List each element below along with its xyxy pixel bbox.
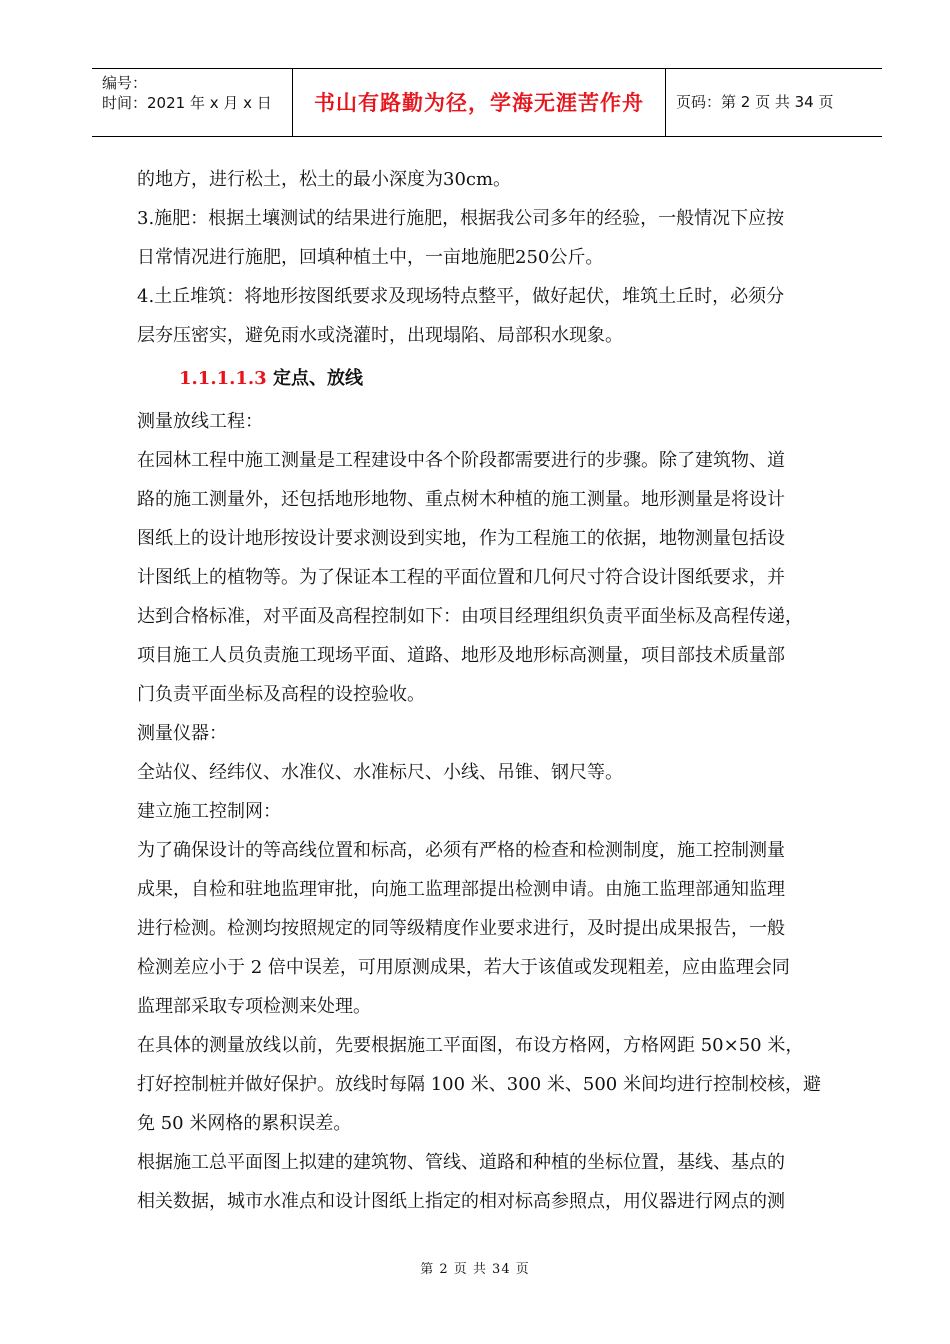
text-line: 图纸上的设计地形按设计要求测设到实地，作为工程施工的依据，地物测量包括设 (137, 528, 785, 549)
text-line: 测量仪器： (137, 723, 227, 744)
paragraph-group-before (137, 160, 837, 355)
text-line: 门负责平面坐标及高程的设控验收。 (137, 684, 425, 705)
header-meta (92, 69, 293, 136)
text-line: 路的施工测量外，还包括地形地物、重点树木种植的施工测量。地形测量是将设计 (137, 489, 785, 510)
text-line: 进行检测。检测均按照规定的同等级精度作业要求进行，及时提出成果报告，一般 (137, 918, 785, 939)
document-body (137, 160, 837, 1221)
header-motto: 书山有路勤为径，学海无涯苦作舟 (293, 69, 666, 136)
text-line: 的地方，进行松土，松土的最小深度为30cm。 (137, 169, 512, 190)
header-page-label: 页码：第 2 页 共 34 页 (676, 93, 834, 111)
page-footer: 第 2 页 共 34 页 (420, 1262, 530, 1277)
section-heading (137, 355, 837, 402)
text-line: 测量放线工程： (137, 411, 263, 432)
text-line: 计图纸上的植物等。为了保证本工程的平面位置和几何尺寸符合设计图纸要求，并 (137, 567, 785, 588)
text-line: 成果，自检和驻地监理审批，向施工监理部提出检测申请。由施工监理部通知监理 (137, 879, 785, 900)
text-line: 为了确保设计的等高线位置和标高，必须有严格的检查和检测制度，施工控制测量 (137, 840, 785, 861)
page-header (92, 68, 882, 137)
section-number: 1.1.1.1.3 (179, 368, 267, 389)
section-title: 定点、放线 (272, 368, 363, 389)
text-line: 3.施肥：根据土壤测试的结果进行施肥，根据我公司多年的经验，一般情况下应按 (137, 208, 785, 229)
text-line: 达到合格标准，对平面及高程控制如下：由项目经理组织负责平面坐标及高程传递， (137, 606, 803, 627)
text-line: 日常情况进行施肥，回填种植土中，一亩地施肥250公斤。 (137, 247, 604, 268)
text-line: 检测差应小于 2 倍中误差，可用原测成果，若大于该值或发现粗差，应由监理会同 (137, 957, 790, 978)
text-line: 在具体的测量放线以前，先要根据施工平面图，布设方格网，方格网距 50×50 米， (137, 1035, 804, 1056)
time-label: 时间：2021 年 x 月 x 日 (102, 94, 272, 112)
text-line: 在园林工程中施工测量是工程建设中各个阶段都需要进行的步骤。除了建筑物、道 (137, 450, 785, 471)
text-line: 免 50 米网格的累积误差。 (137, 1113, 352, 1134)
text-line: 根据施工总平面图上拟建的建筑物、管线、道路和种植的坐标位置，基线、基点的 (137, 1152, 785, 1173)
text-line: 层夯压密实，避免雨水或浇灌时，出现塌陷、局部积水现象。 (137, 325, 623, 346)
text-line: 监理部采取专项检测来处理。 (137, 996, 371, 1017)
number-label: 编号： (102, 74, 148, 92)
text-line: 建立施工控制网： (137, 801, 281, 822)
text-line: 项目施工人员负责施工现场平面、道路、地形及地形标高测量，项目部技术质量部 (137, 645, 785, 666)
text-line: 4.土丘堆筑：将地形按图纸要求及现场特点整平，做好起伏，堆筑土丘时，必须分 (137, 286, 785, 307)
text-line: 打好控制桩并做好保护。放线时每隔 100 米、300 米、500 米间均进行控制校核，避 (137, 1074, 821, 1095)
paragraph-group-after (137, 402, 837, 1221)
text-line: 全站仪、经纬仪、水准仪、水准标尺、小线、吊锥、钢尺等。 (137, 762, 623, 783)
text-line: 相关数据，城市水准点和设计图纸上指定的相对标高参照点，用仪器进行网点的测 (137, 1191, 785, 1212)
